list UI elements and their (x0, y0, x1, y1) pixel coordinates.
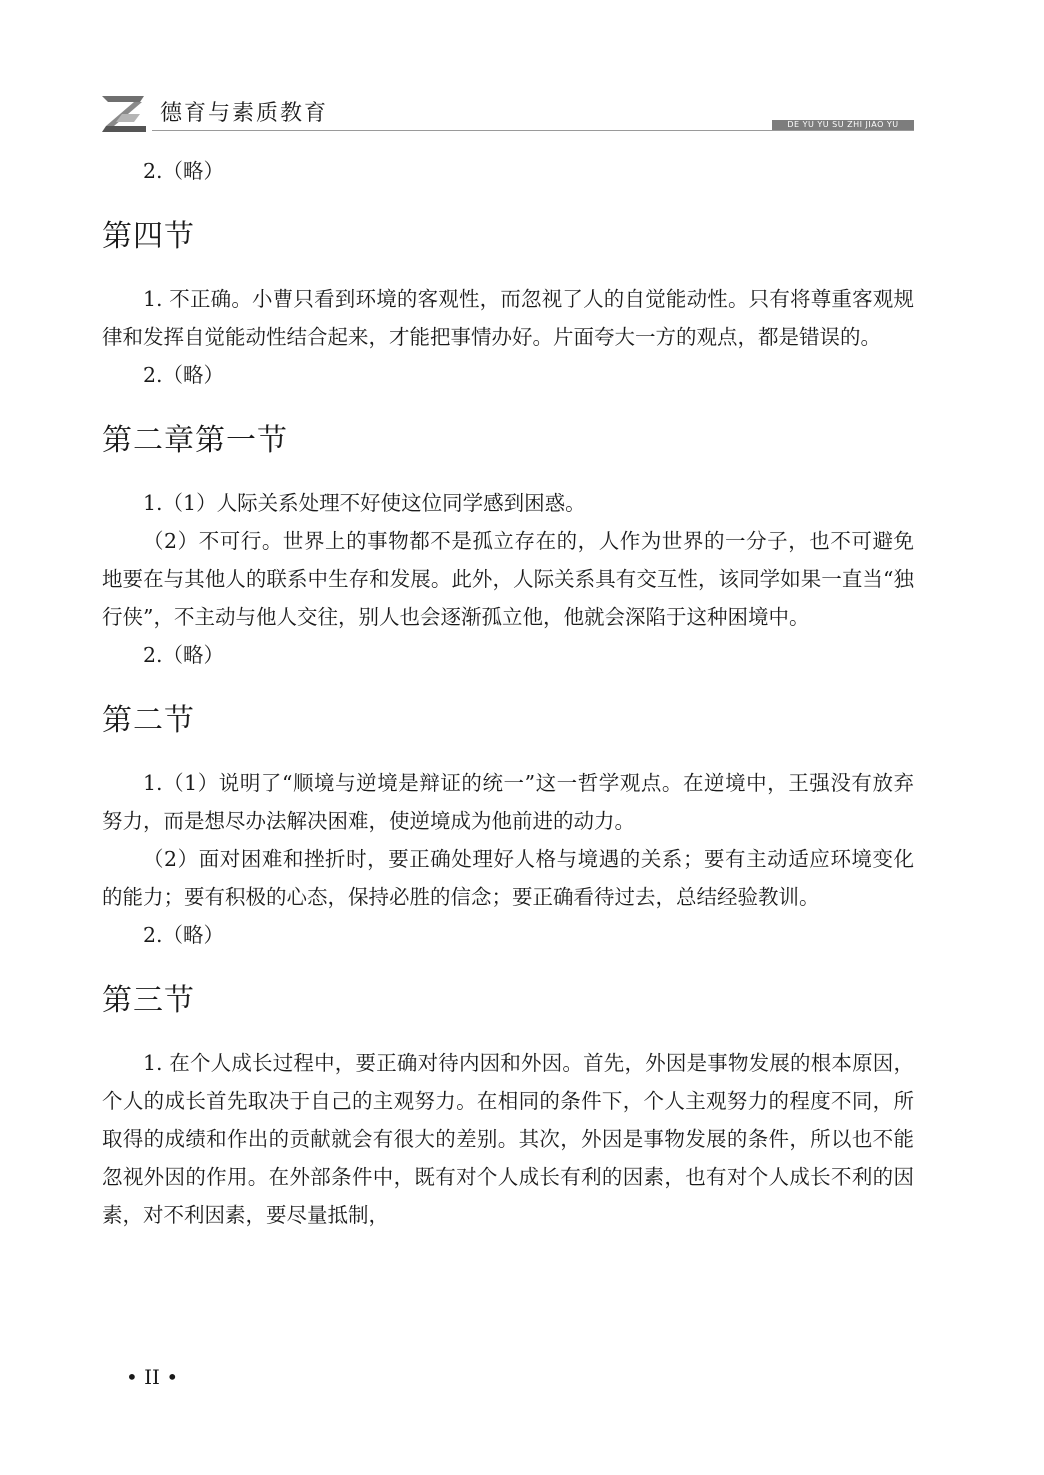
page-header (100, 94, 914, 134)
z-logo-icon (100, 94, 146, 132)
header-title: 德育与素质教育 (160, 101, 329, 126)
paragraph: （2）不可行。世界上的事物都不是孤立存在的，人作为世界的一分子，也不可避免地要在与其他人的联系中生存和发展。此外，人际关系具有交互性，该同学如果一直当“独行侠”，不主动与他人交往，别人也会逐渐孤立他，他就会深陷于这种困境中。 (102, 529, 914, 629)
paragraph: 1.（1）说明了“顺境与逆境是辩证的统一”这一哲学观点。在逆境中，王强没有放弃努力，而是想尽办法解决困难，使逆境成为他前进的动力。 (102, 771, 914, 833)
paragraph: 1. 在个人成长过程中，要正确对待内因和外因。首先，外因是事物发展的根本原因，个人的成长首先取决于自己的主观努力。在相同的条件下，个人主观努力的程度不同，所取得的成绩和作出的贡献就会有很大的差别。其次，外因是事物发展的条件，所以也不能忽视外因的作用。在外部条件中，既有对个人成长有利的因素，也有对个人成长不利的因素，对不利因素，要尽量抵制， (102, 1051, 914, 1227)
paragraph: （2）面对困难和挫折时，要正确处理好人格与境遇的关系；要有主动适应环境变化的能力；要有积极的心态，保持必胜的信念；要正确看待过去，总结经验教训。 (102, 847, 914, 909)
page-number: • II • (126, 1365, 179, 1389)
paragraph: 2.（略） (143, 643, 225, 667)
section-heading: 第四节 (102, 219, 195, 254)
paragraph: 2.（略） (143, 923, 225, 947)
section-heading: 第二节 (102, 703, 195, 738)
page-content (102, 152, 914, 1234)
paragraph: 1.（1）人际关系处理不好使这位同学感到困惑。 (143, 491, 586, 515)
header-pinyin-band: DE YU YU SU ZHI JIAO YU (772, 120, 914, 130)
paragraph: 2.（略） (143, 363, 225, 387)
section-heading: 第二章第一节 (102, 423, 288, 458)
header-rule (152, 130, 914, 131)
section-heading: 第三节 (102, 983, 195, 1018)
paragraph: 1. 不正确。小曹只看到环境的客观性，而忽视了人的自觉能动性。只有将尊重客观规律和发挥自觉能动性结合起来，才能把事情办好。片面夸大一方的观点，都是错误的。 (102, 287, 914, 349)
paragraph: 2.（略） (143, 159, 225, 183)
